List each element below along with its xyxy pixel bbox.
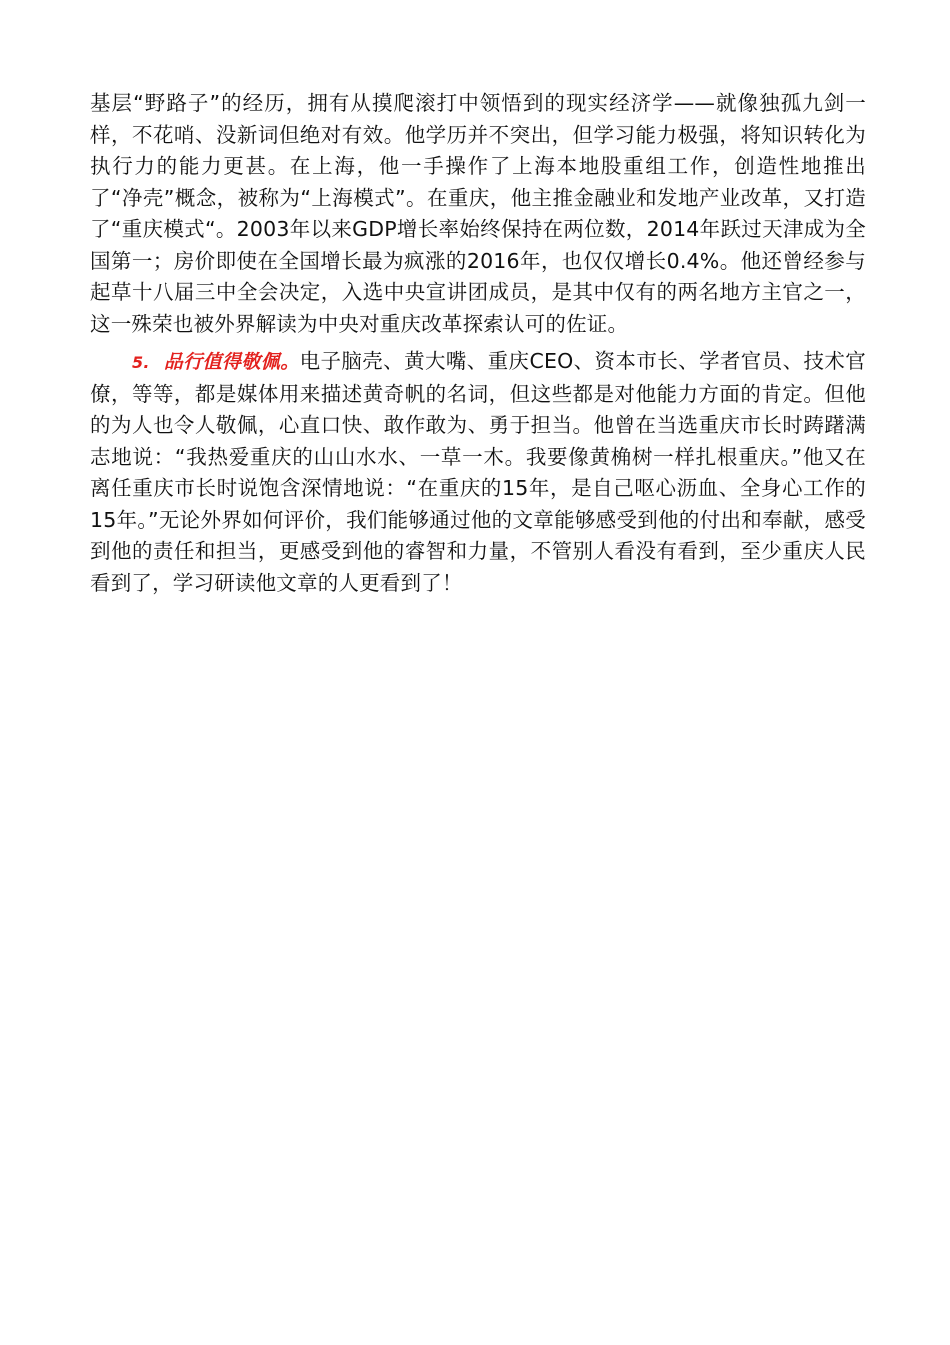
section-5-paragraph	[90, 346, 866, 599]
section-number: 5.	[132, 353, 150, 372]
paragraph-1: 基层“野路子”的经历，拥有从摸爬滚打中领悟到的现实经济学——就像独孤九剑一样，不花哨、没新词但绝对有效。他学历并不突出，但学习能力极强，将知识转化为执行力的能力更甚。在上海，他一手操作了上海本地股重组工作，创造性地推出了“净壳”概念，被称为“上海模式”。在重庆，他主推金融业和发地产业改革，又打造了“重庆模式“。2003年以来GDP增长率始终保持在两位数，2014年跃过天津成为全国第一；房价即使在全国增长最为疯涨的2016年，也仅仅增长0.4%。他还曾经参与起草十八届三中全会决定，入选中央宣讲团成员，是其中仅有的两名地方主官之一，这一殊荣也被外界解读为中央对重庆改革探索认可的佐证。	[90, 91, 866, 336]
section-body: 电子脑壳、黄大嘴、重庆CEO、资本市长、学者官员、技术官僚，等等，都是媒体用来描述黄奇帆的名词，但这些都是对他能力方面的肯定。但他的为人也令人敬佩，心直口快、敢作敢为、勇于担当。他曾在当选重庆市长时踌躇满志地说：“我热爱重庆的山山水水、一草一木。我要像黄桷树一样扎根重庆。”他又在离任重庆市长时说饱含深情地说：“在重庆的15年，是自己呕心沥血、全身心工作的15年。”无论外界如何评价，我们能够通过他的文章能够感受到他的付出和奉献，感受到他的责任和担当，更感受到他的睿智和力量，不管别人看没有看到，至少重庆人民看到了，学习研读他文章的人更看到了！	[90, 349, 866, 595]
document-content	[90, 88, 866, 599]
section-title: 品行值得敬佩。	[163, 351, 300, 373]
